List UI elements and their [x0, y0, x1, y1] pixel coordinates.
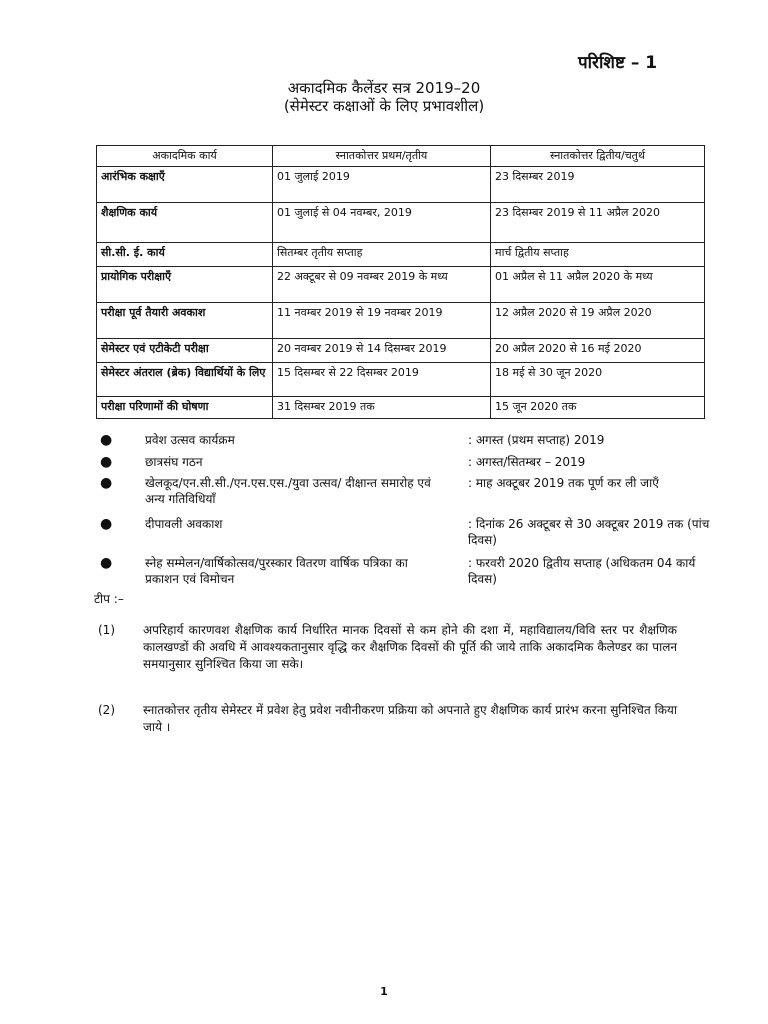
event-label: खेलकूद/एन.सी.सी./एन.एस.एस./युवा उत्सव/ दीक्षान्त समारोह एवं अन्य गतिविधियाँ: [145, 476, 431, 506]
pg-second-fourth-cell: 18 मई से 30 जून 2020: [491, 363, 705, 397]
note-text: स्नातकोत्तर तृतीय सेमेस्टर में प्रवेश हेतु प्रवेश नवीनीकरण प्रक्रिया को अपनाते हुए शैक्षणिक कार्य प्रारंभ करना सुनिश्चित किया जाये ।: [143, 703, 677, 734]
pg-second-fourth-cell: मार्च द्वितीय सप्ताह: [491, 243, 705, 267]
column-header-pg-first-third: स्नातकोत्तर प्रथम/तृतीय: [273, 146, 491, 167]
pg-first-third-cell: 31 दिसम्बर 2019 तक: [273, 397, 491, 419]
column-header-pg-second-fourth: स्नातकोत्तर द्वितीय/चतुर्थ: [491, 146, 705, 167]
note-number: (2): [98, 703, 115, 717]
bullet-icon: ●: [100, 432, 113, 448]
table-row: [97, 303, 705, 339]
note-text: अपरिहार्य कारणवश शैक्षणिक कार्य निर्धारित मानक दिवसों से कम होने की दशा में, महाविद्यालय/विवि स्तर पर शैक्षणिक कालखण्डों की अवधि में आवश्यकतानुसार वृद्धि कर शैक्षणिक दिवसों की पूर्ति की जाये ताकि अकादमिक कैलेण्डर का पालन समयानुसार सुनिश्चित किया जा सके।: [143, 623, 677, 671]
activity-cell: परीक्षा पूर्व तैयारी अवकाश: [97, 303, 273, 339]
activity-cell: शैक्षणिक कार्य: [97, 203, 273, 243]
note-number: (1): [98, 623, 115, 637]
document-subtitle: (सेमेस्टर कक्षाओं के लिए प्रभावशील): [283, 97, 485, 115]
pg-second-fourth-cell: 12 अप्रैल 2020 से 19 अप्रैल 2020: [491, 303, 705, 339]
event-value: : अगस्त (प्रथम सप्ताह) 2019: [468, 433, 605, 447]
document-title: अकादमिक कैलेंडर सत्र 2019–20: [287, 79, 481, 97]
pg-second-fourth-cell: 23 दिसम्बर 2019 से 11 अप्रैल 2020: [491, 203, 705, 243]
column-header-activity: अकादमिक कार्य: [97, 146, 273, 167]
table-header-row: [97, 146, 705, 167]
table-row: [97, 167, 705, 203]
activity-cell: प्रायोगिक परीक्षाएँ: [97, 267, 273, 303]
event-label: प्रवेश उत्सव कार्यक्रम: [145, 433, 235, 447]
pg-second-fourth-cell: 23 दिसम्बर 2019: [491, 167, 705, 203]
pg-first-third-cell: 20 नवम्बर 2019 से 14 दिसम्बर 2019: [273, 339, 491, 363]
activity-cell: आरंभिक कक्षाएँ: [97, 167, 273, 203]
academic-calendar-table: [96, 145, 705, 419]
pg-first-third-cell: 11 नवम्बर 2019 से 19 नवम्बर 2019: [273, 303, 491, 339]
pg-second-fourth-cell: 15 जून 2020 तक: [491, 397, 705, 419]
activity-cell: परीक्षा परिणामों की घोषणा: [97, 397, 273, 419]
bullet-icon: ●: [100, 475, 113, 491]
event-value: : अगस्त/सितम्बर – 2019: [468, 455, 586, 469]
page-number: 1: [380, 985, 388, 998]
bullet-icon: ●: [100, 555, 113, 571]
pg-first-third-cell: 01 जुलाई 2019: [273, 167, 491, 203]
activity-cell: सेमेस्टर अंतराल (ब्रेक) विद्यार्थियों के लिए: [97, 363, 273, 397]
pg-first-third-cell: सितम्बर तृतीय सप्ताह: [273, 243, 491, 267]
table-row: [97, 397, 705, 419]
event-value: : माह अक्टूबर 2019 तक पूर्ण कर ली जाएँ: [468, 476, 659, 490]
event-label: दीपावली अवकाश: [145, 517, 223, 531]
table-row: [97, 203, 705, 243]
table-row: [97, 339, 705, 363]
activity-cell: सेमेस्टर एवं एटीकेटी परीक्षा: [97, 339, 273, 363]
event-label: छात्रसंघ गठन: [145, 455, 203, 469]
event-value: : दिनांक 26 अक्टूबर से 30 अक्टूबर 2019 तक (पांच दिवस): [468, 517, 710, 547]
pg-first-third-cell: 01 जुलाई से 04 नवम्बर, 2019: [273, 203, 491, 243]
bullet-icon: ●: [100, 454, 113, 470]
event-label: स्नेह सम्मेलन/वार्षिकोत्सव/पुरस्कार वितरण वार्षिक पत्रिका का प्रकाशन एवं विमोचन: [145, 556, 408, 586]
pg-first-third-cell: 22 अक्टूबर से 09 नवम्बर 2019 के मध्य: [273, 267, 491, 303]
pg-second-fourth-cell: 20 अप्रैल 2020 से 16 मई 2020: [491, 339, 705, 363]
table-row: [97, 267, 705, 303]
notes-heading: टीप :–: [94, 592, 124, 606]
pg-second-fourth-cell: 01 अप्रैल से 11 अप्रैल 2020 के मध्य: [491, 267, 705, 303]
bullet-icon: ●: [100, 516, 113, 532]
activity-cell: सी.सी. ई. कार्य: [97, 243, 273, 267]
table-row: [97, 243, 705, 267]
table-row: [97, 363, 705, 397]
pg-first-third-cell: 15 दिसम्बर से 22 दिसम्बर 2019: [273, 363, 491, 397]
event-value: : फरवरी 2020 द्वितीय सप्ताह (अधिकतम 04 कार्य दिवस): [468, 556, 696, 586]
annex-label: परिशिष्ट – 1: [578, 53, 658, 73]
